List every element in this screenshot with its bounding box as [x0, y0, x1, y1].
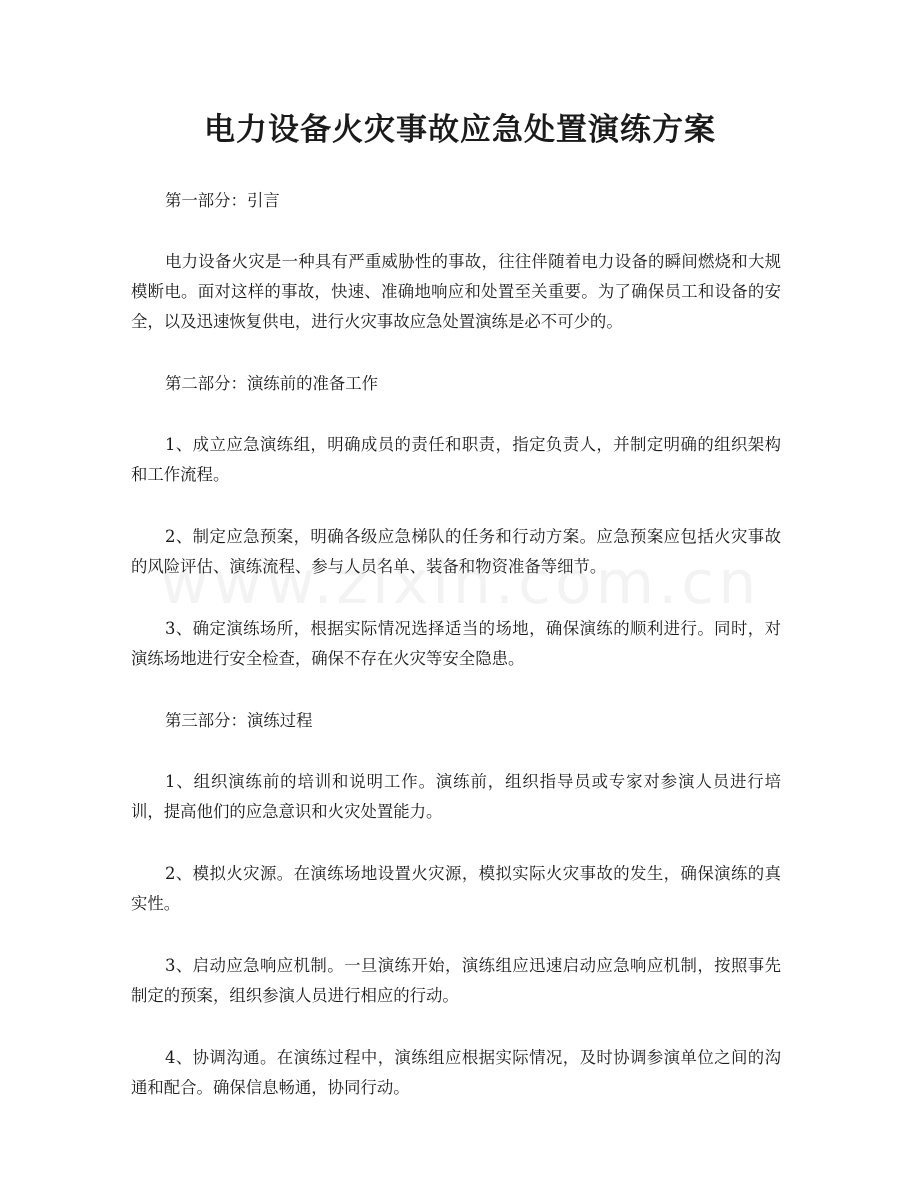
section-heading-preparation: 第二部分：演练前的准备工作: [165, 374, 379, 393]
paragraph: 1、成立应急演练组，明确成员的责任和职责，指定负责人，并制定明确的组织架构和工作流程。: [131, 435, 781, 484]
section-heading-process: 第三部分：演练过程: [165, 711, 313, 730]
page-title: 电力设备火灾事故应急处置演练方案: [204, 112, 716, 148]
paragraph: 3、启动应急响应机制。一旦演练开始，演练组应迅速启动应急响应机制，按照事先制定的预案，组织参演人员进行相应的行动。: [131, 956, 781, 1005]
section-heading-intro: 第一部分：引言: [165, 191, 280, 210]
paragraph: 2、模拟火灾源。在演练场地设置火灾源，模拟实际火灾事故的发生，确保演练的真实性。: [131, 864, 781, 913]
paragraph: 4、协调沟通。在演练过程中，演练组应根据实际情况，及时协调参演单位之间的沟通和配合。确保信息畅通，协同行动。: [131, 1048, 781, 1097]
paragraph: 3、确定演练场所，根据实际情况选择适当的场地，确保演练的顺利进行。同时，对演练场地进行安全检查，确保不存在火灾等安全隐患。: [131, 619, 781, 668]
paragraph: 2、制定应急预案，明确各级应急梯队的任务和行动方案。应急预案应包括火灾事故的风险评估、演练流程、参与人员名单、装备和物资准备等细节。: [131, 527, 781, 576]
paragraph: 1、组织演练前的培训和说明工作。演练前，组织指导员或专家对参演人员进行培训，提高他们的应急意识和火灾处置能力。: [131, 772, 781, 821]
paragraph: 电力设备火灾是一种具有严重威胁性的事故，往往伴随着电力设备的瞬间燃烧和大规模断电。面对这样的事故，快速、准确地响应和处置至关重要。为了确保员工和设备的安全，以及迅速恢复供电，进行火灾事故应急处置演练是必不可少的。: [131, 252, 781, 331]
document-body: [131, 186, 781, 1135]
